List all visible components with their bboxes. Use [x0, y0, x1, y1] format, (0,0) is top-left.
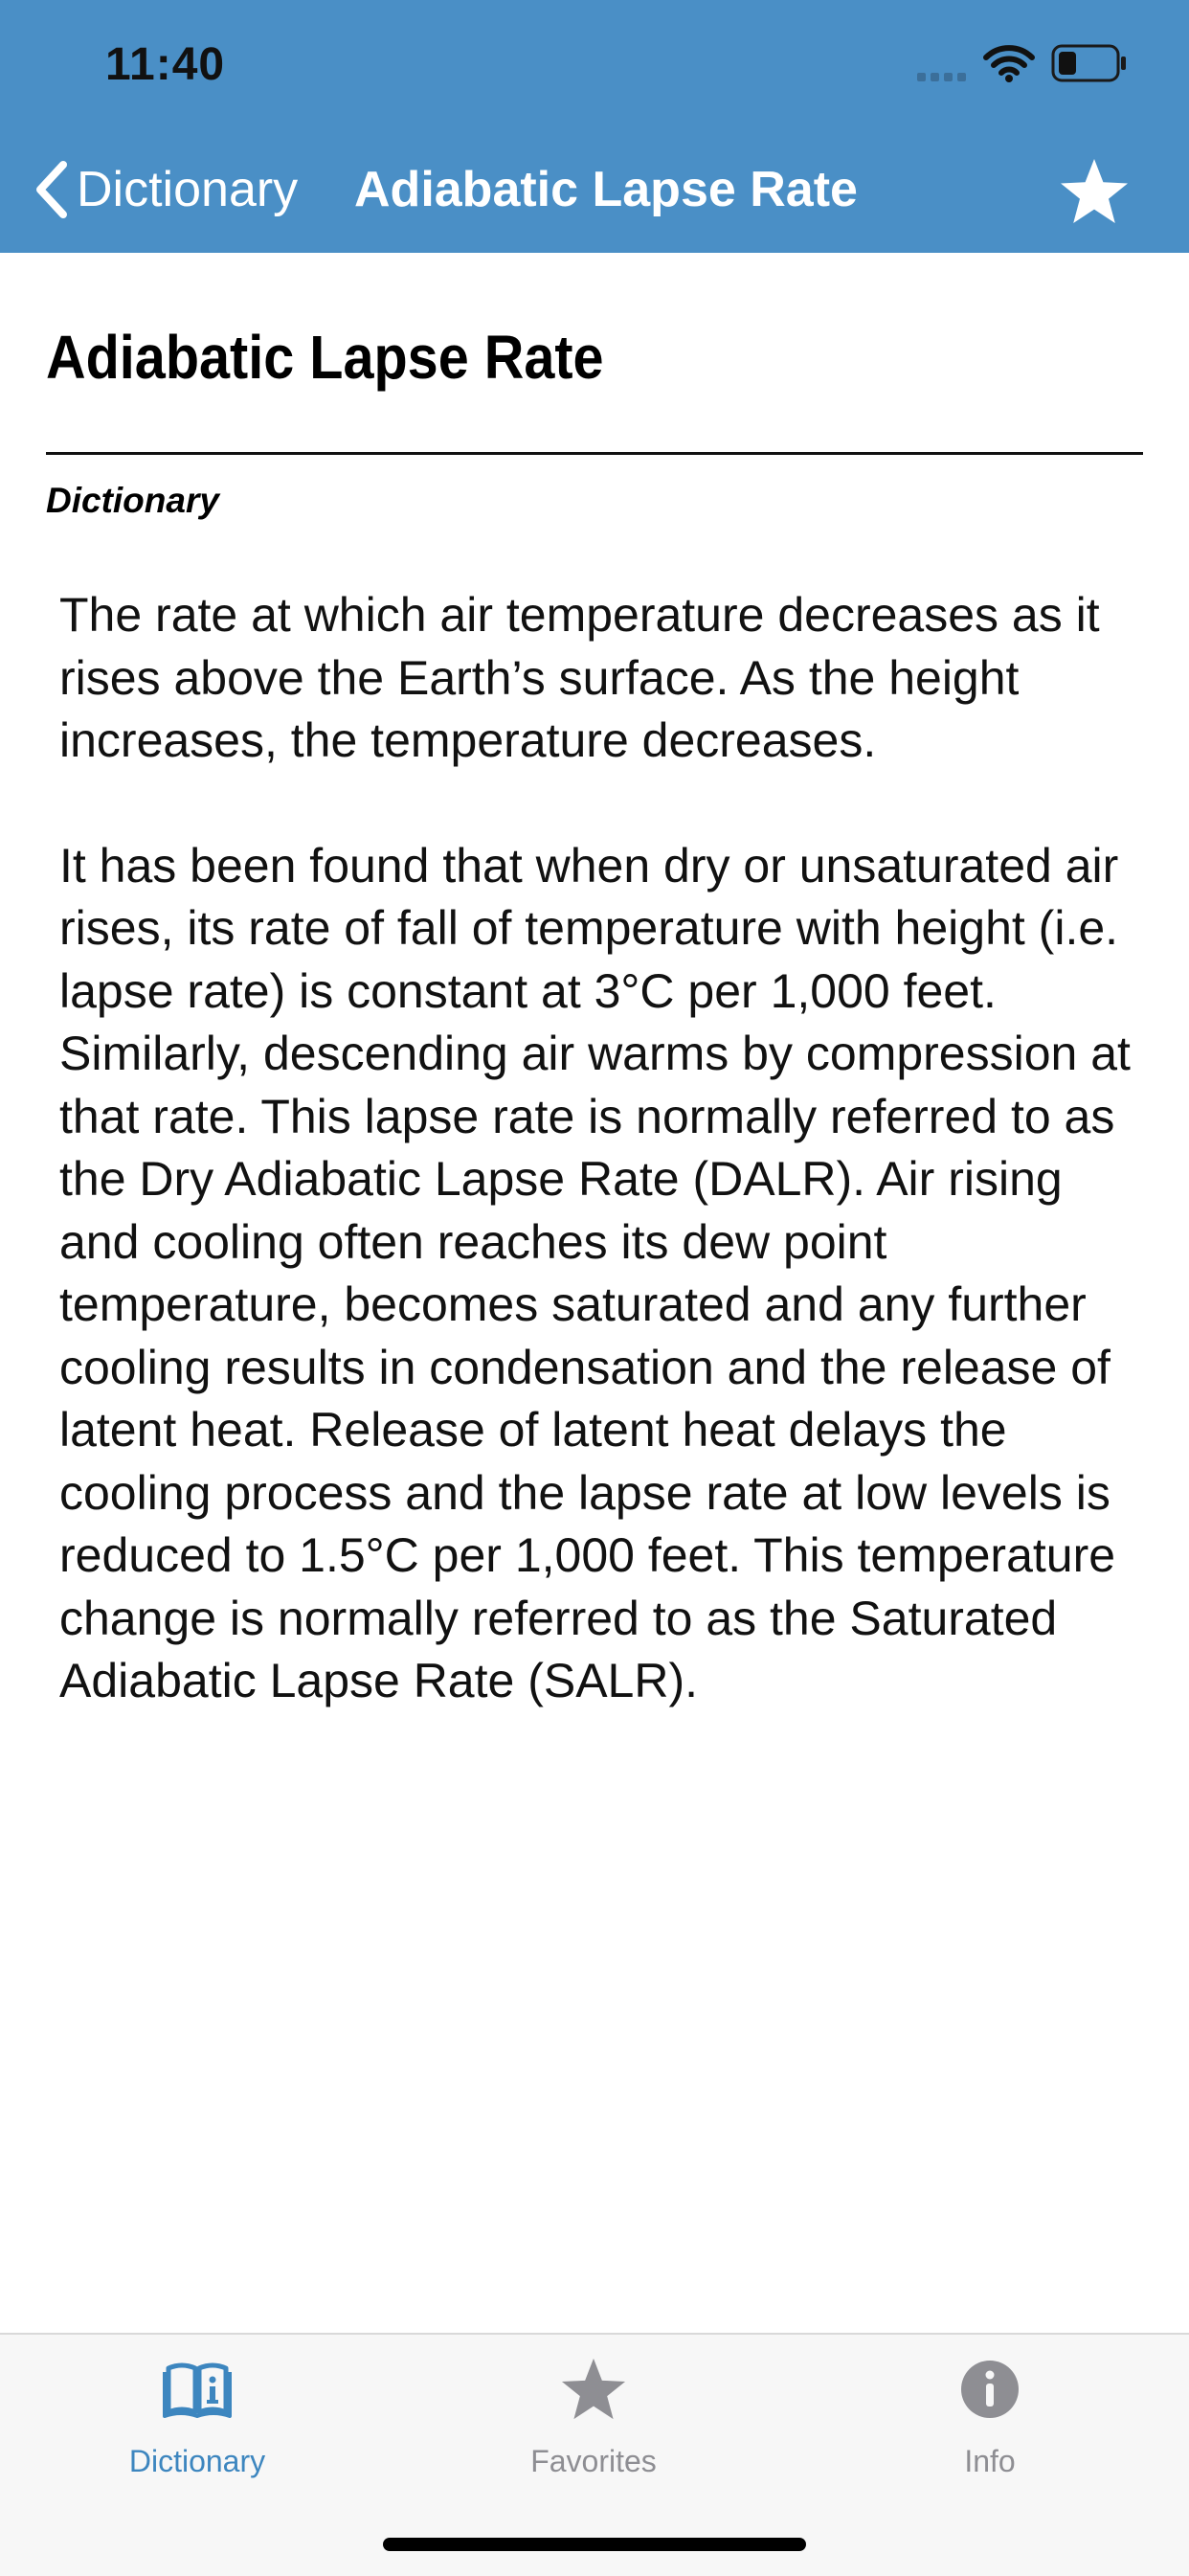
star-icon: [1059, 157, 1130, 226]
back-button[interactable]: [33, 155, 298, 224]
divider: [46, 452, 1143, 455]
tab-dictionary[interactable]: [54, 2356, 341, 2499]
entry-title: Adiabatic Lapse Rate: [46, 323, 604, 392]
info-icon: [959, 2359, 1021, 2420]
entry-definition: [59, 584, 1141, 1713]
status-time: 11:40: [105, 39, 226, 90]
tab-info-label: Info: [964, 2444, 1016, 2478]
book-info-icon: [163, 2361, 232, 2418]
star-icon: [560, 2357, 627, 2422]
cellular-signal-icon: [917, 69, 971, 86]
entry-category: Dictionary: [46, 481, 219, 520]
tab-info[interactable]: [846, 2356, 1133, 2499]
chevron-left-icon: [33, 159, 71, 220]
wifi-icon: [983, 44, 1035, 82]
tab-favorites-label: Favorites: [530, 2444, 657, 2478]
navigation-bar: [0, 0, 1189, 253]
definition-paragraph: The rate at which air temperature decreases as it rises above the Earth’s surface. As the height increases, the temperature decreases.: [59, 588, 1100, 767]
tab-dictionary-label: Dictionary: [128, 2444, 266, 2478]
back-button-label: Dictionary: [77, 162, 299, 217]
nav-title: Adiabatic Lapse Rate: [354, 162, 858, 217]
favorite-button[interactable]: [1059, 157, 1130, 231]
home-indicator: [383, 2538, 806, 2551]
definition-paragraph: It has been found that when dry or unsaturated air rises, its rate of fall of temperature with height (i.e. lapse rate) is constant at 3°C per 1,000 feet. Similarly, descending air warms by compression at that rate. This lapse rate is normally referred to as the Dry Adiabatic Lapse Rate (DALR). Air rising and cooling often reaches its dew point temperature, becomes saturated and any further cooling results in condensation and the release of latent heat. Release of latent heat delays the cooling process and the lapse rate at low levels is reduced to 1.5°C per 1,000 feet. This temperature change is normally referred to as the Saturated Adiabatic Lapse Rate (SALR).: [59, 838, 1131, 1707]
battery-icon: [1051, 44, 1128, 82]
tab-favorites[interactable]: [450, 2356, 737, 2499]
